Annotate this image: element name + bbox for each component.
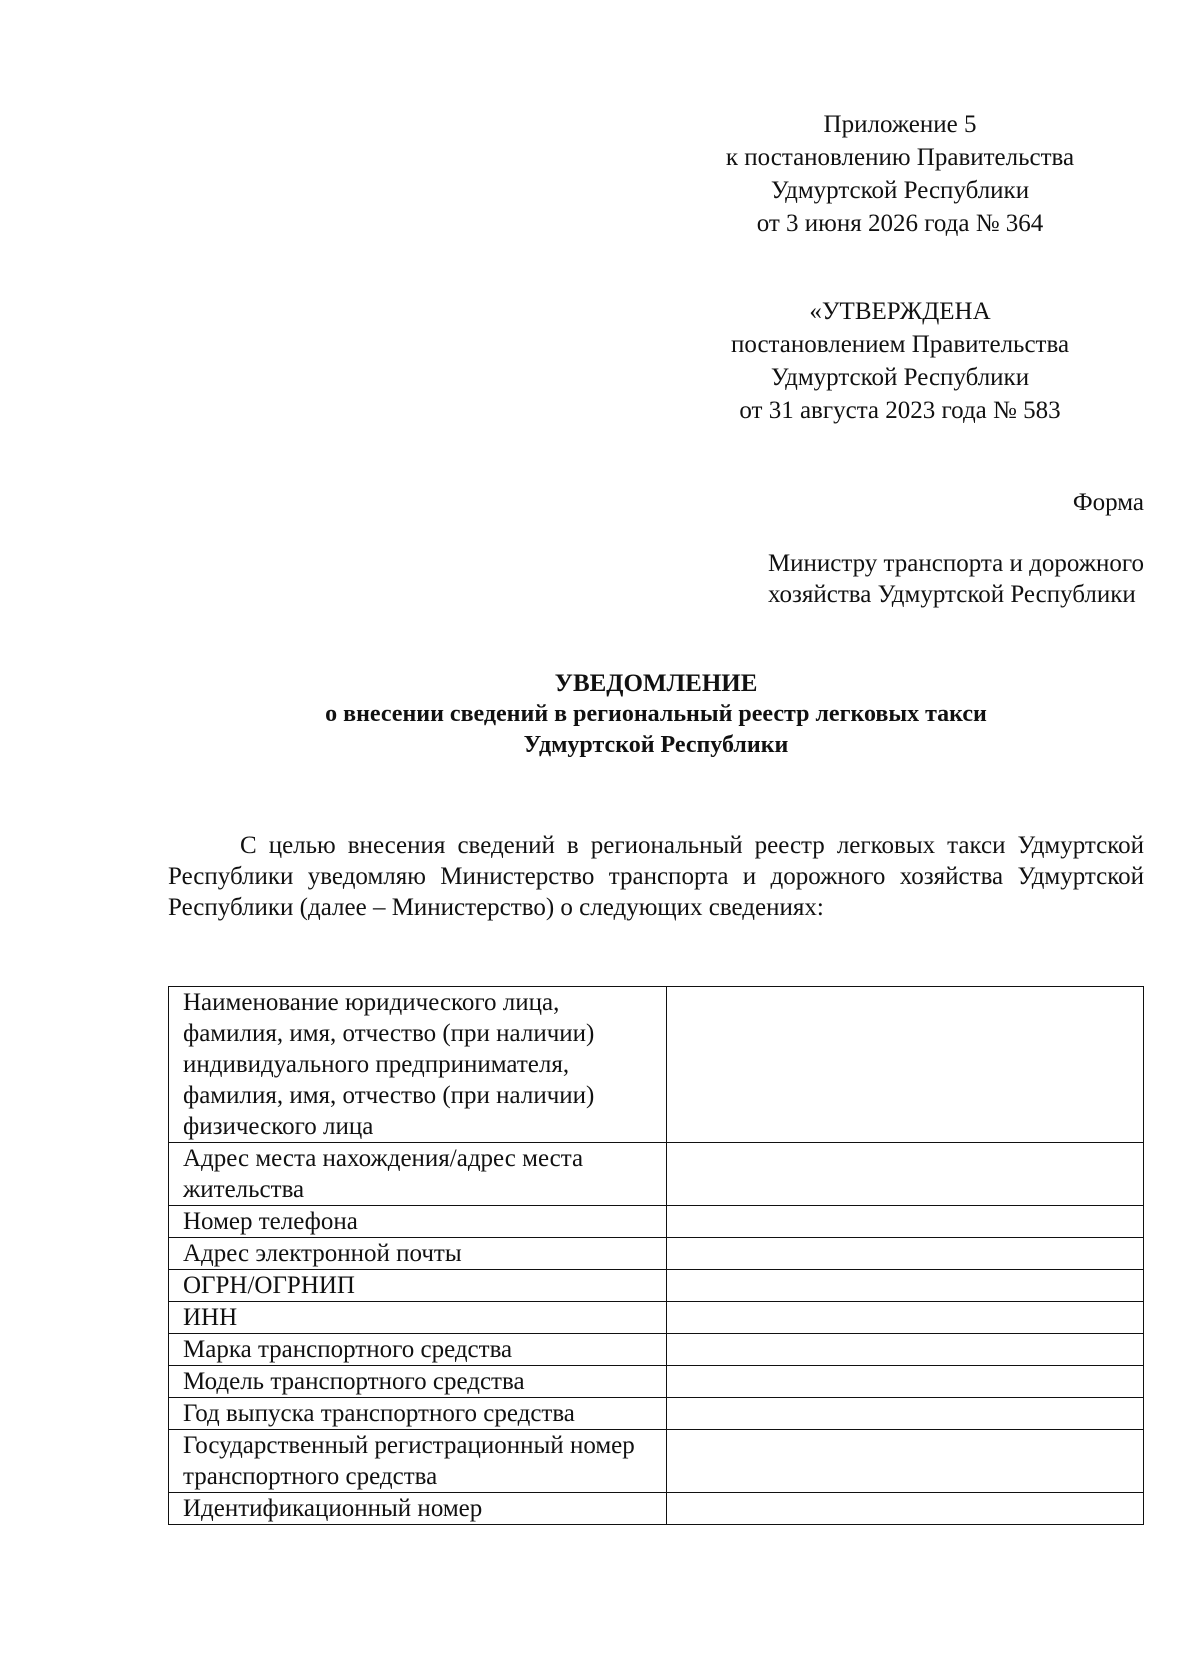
info-table	[168, 986, 1144, 1525]
row-value-field[interactable]	[667, 1206, 1144, 1238]
row-label: Идентификационный номер	[169, 1493, 667, 1525]
appendix-line: к постановлению Правительства	[725, 144, 1075, 171]
table-row	[169, 1206, 1144, 1238]
approval-line: от 31 августа 2023 года № 583	[739, 397, 1061, 424]
row-value-field[interactable]	[667, 1302, 1144, 1334]
row-label: Государственный регистрационный номер транспортного средства	[169, 1430, 667, 1493]
row-label: Адрес места нахождения/адрес места жительства	[169, 1143, 667, 1206]
approval-line: постановлением Правительства	[730, 331, 1070, 358]
addressee-line: Министру транспорта и дорожного	[767, 550, 1144, 577]
row-value-field[interactable]	[667, 1270, 1144, 1302]
appendix-header	[700, 108, 1100, 240]
table-row	[169, 1302, 1144, 1334]
row-value-field[interactable]	[667, 1430, 1144, 1493]
row-value-field[interactable]	[667, 987, 1144, 1143]
appendix-line: Приложение 5	[823, 111, 977, 138]
row-label: Год выпуска транспортного средства	[169, 1398, 667, 1430]
row-value-field[interactable]	[667, 1493, 1144, 1525]
approval-header	[700, 295, 1100, 427]
approval-line: «УТВЕРЖДЕНА	[809, 298, 991, 325]
table-row	[169, 1334, 1144, 1366]
row-value-field[interactable]	[667, 1366, 1144, 1398]
row-label: Модель транспортного средства	[169, 1366, 667, 1398]
appendix-line: от 3 июня 2026 года № 364	[756, 210, 1044, 237]
title-main: УВЕДОМЛЕНИЕ	[554, 670, 758, 697]
addressee-line: хозяйства Удмуртской Республики	[767, 581, 1136, 608]
document-title	[168, 668, 1144, 761]
intro-paragraph: С целью внесения сведений в региональный реестр легковых такси Удмуртской Республики уведомляю Министерство транспорта и дорожного хозяйства Удмуртской Республики (далее – Министерство) о следующих сведениях:	[168, 832, 1144, 921]
approval-line: Удмуртской Республики	[770, 364, 1030, 391]
row-label: Марка транспортного средства	[169, 1334, 667, 1366]
row-value-field[interactable]	[667, 1334, 1144, 1366]
row-value-field[interactable]	[667, 1398, 1144, 1430]
table-row	[169, 1270, 1144, 1302]
row-label: ИНН	[169, 1302, 667, 1334]
title-line: Удмуртской Республики	[523, 732, 789, 758]
row-label: Адрес электронной почты	[169, 1238, 667, 1270]
table-row	[169, 987, 1144, 1143]
row-label: Номер телефона	[169, 1206, 667, 1238]
table-row	[169, 1143, 1144, 1206]
table-row	[169, 1430, 1144, 1493]
table-row	[169, 1366, 1144, 1398]
table-row	[169, 1398, 1144, 1430]
row-value-field[interactable]	[667, 1143, 1144, 1206]
form-label: Форма	[1072, 489, 1144, 516]
title-line: о внесении сведений в региональный реестр легковых такси	[325, 701, 987, 727]
addressee-block	[768, 548, 1144, 610]
row-value-field[interactable]	[667, 1238, 1144, 1270]
row-label: ОГРН/ОГРНИП	[169, 1270, 667, 1302]
table-row	[169, 1238, 1144, 1270]
table-row	[169, 1493, 1144, 1525]
appendix-line: Удмуртской Республики	[770, 177, 1030, 204]
row-label: Наименование юридического лица, фамилия, имя, отчество (при наличии) индивидуального предпринимателя, фамилия, имя, отчество (при наличии) физического лица	[169, 987, 667, 1143]
